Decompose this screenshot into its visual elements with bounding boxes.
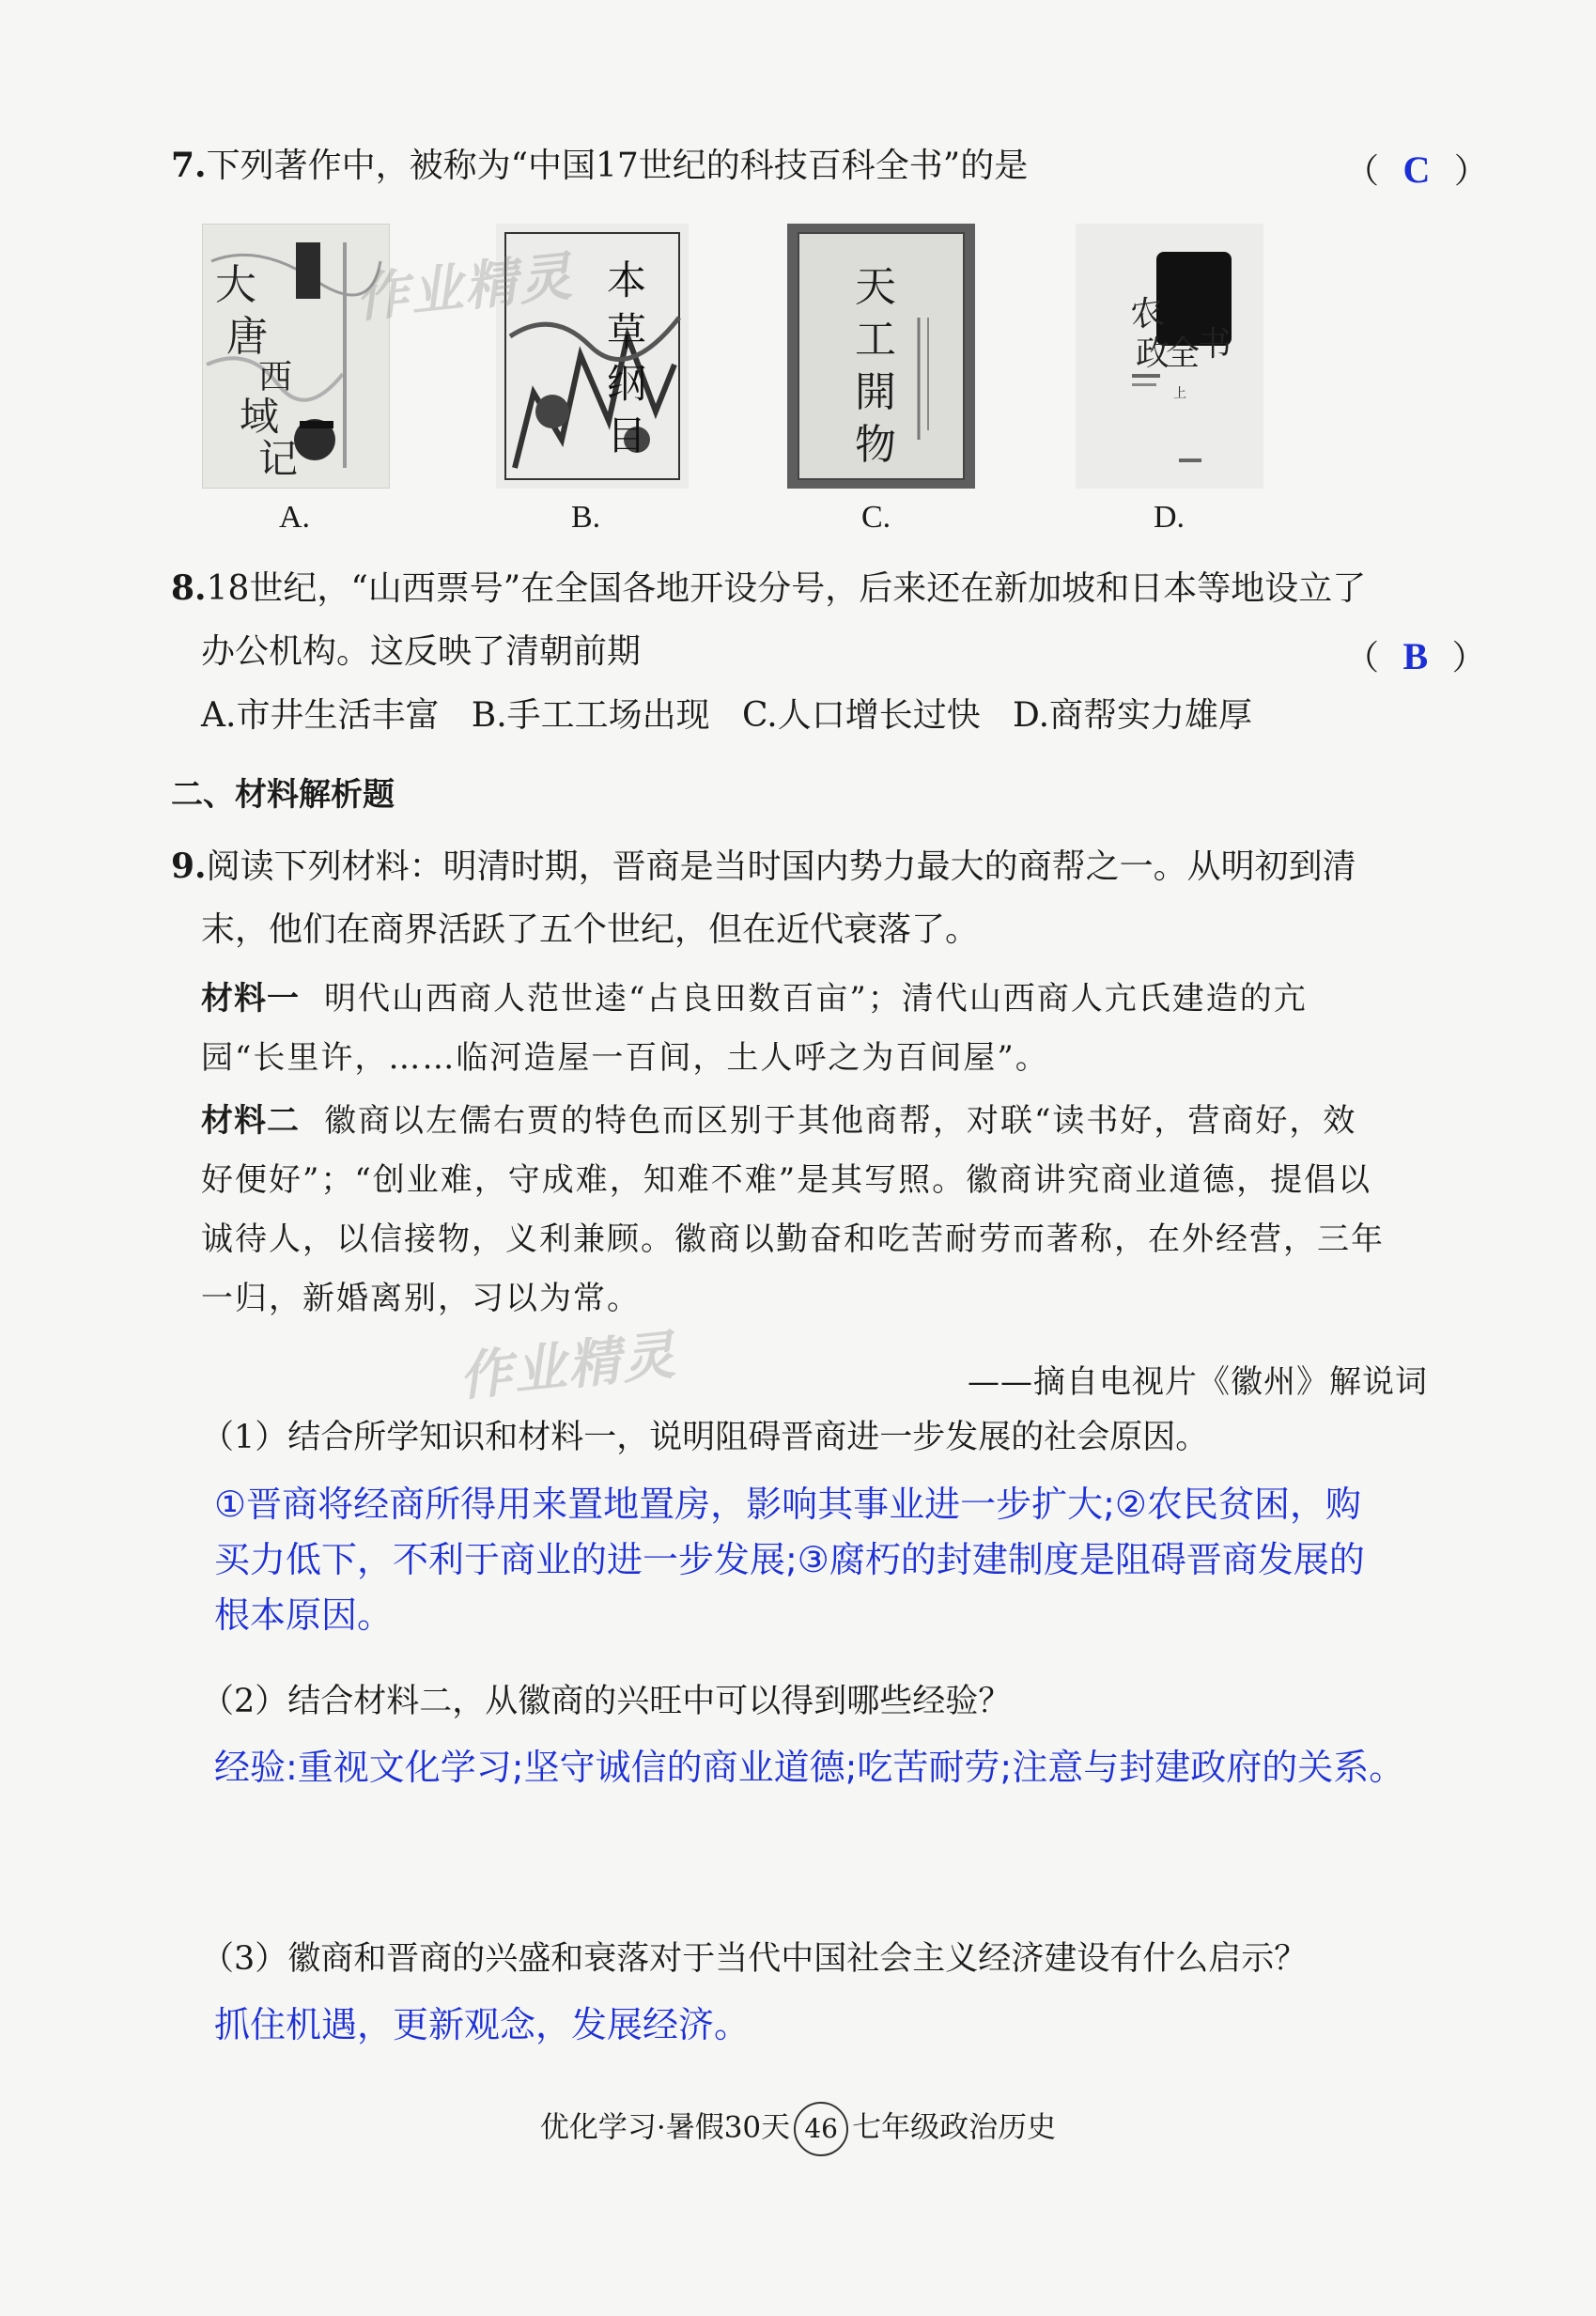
- svg-text:全: 全: [1166, 334, 1201, 373]
- watermark: 作业精灵: [352, 246, 577, 330]
- svg-text:開: 開: [855, 368, 896, 416]
- book-cover-d: [1076, 224, 1263, 489]
- q8-number: 8.: [171, 568, 207, 608]
- q8-options: A.市井生活丰富 B.手工工场出现 C.人口增长过快 D.商帮实力雄厚: [201, 696, 1253, 735]
- svg-text:大: 大: [215, 261, 256, 309]
- q9-answer3: 抓住机遇，更新观念，发展经济。: [214, 2004, 751, 2045]
- svg-text:农: 农: [1127, 292, 1167, 335]
- q8-answer: B: [1402, 635, 1429, 677]
- q9-answer1: ①晋商将经商所得用来置地置房，影响其事业进一步扩大;②农民贫困，购 买力低下，不利于商业的进一步发展;③腐朽的封建制度是阻碍晋商发展的 根本原因。: [214, 1484, 1365, 1636]
- q9-answer2: 经验:重视文化学习;坚守诚信的商业道德;吃苦耐劳;注意与封建政府的关系。: [214, 1747, 1405, 1788]
- material2-label: 材料二: [201, 1102, 300, 1140]
- q7-answer: C: [1402, 148, 1431, 191]
- svg-text:天: 天: [855, 263, 896, 311]
- svg-text:政: 政: [1136, 334, 1170, 373]
- page-number: 46: [794, 2102, 848, 2156]
- page-footer: [0, 2102, 1596, 2156]
- material-1: 材料一 明代山西商人范世逵“占良田数百亩”；清代山西商人亢氏建造的亢 园“长里许，……临河造屋一百间，土人呼之为百间屋”。: [201, 980, 1308, 1077]
- q7-stem: [171, 141, 1345, 191]
- material1-label: 材料一: [201, 980, 300, 1018]
- svg-text:唐: 唐: [226, 313, 268, 361]
- material-2: 材料二 徽商以左儒右贾的特色而区别于其他商帮，对联“读书好，营商好，效 好便好”；“创业难，守成难，知难不难”是其写照。徽商讲究商业道德，提倡以 诚待人，以信接物，义利兼顾。徽商以勤奋和吃苦耐劳而著称，在外经营，三年 一归，新婚离别，习以为常。: [201, 1102, 1385, 1317]
- material-source: ——摘自电视片《徽州》解说词: [968, 1363, 1428, 1401]
- q9-sub2: （2）结合材料二，从徽商的兴旺中可以得到哪些经验？: [201, 1683, 1012, 1720]
- q7-option-b: B.: [571, 500, 601, 535]
- svg-text:物: 物: [855, 421, 896, 469]
- watermark-2: 作业精灵: [456, 1325, 680, 1408]
- svg-text:书: 书: [1198, 325, 1232, 364]
- svg-text:域: 域: [240, 394, 280, 440]
- svg-text:草: 草: [607, 309, 647, 355]
- svg-text:上: 上: [1173, 386, 1186, 401]
- q8-line1: 18世纪，“山西票号”在全国各地开设分号，后来还在新加坡和日本等地设立了: [206, 569, 1367, 608]
- svg-text:工: 工: [855, 316, 896, 364]
- svg-text:西: 西: [258, 358, 293, 396]
- svg-text:本: 本: [607, 257, 647, 303]
- q7-option-c: C.: [861, 500, 891, 535]
- q9-sub1: （1）结合所学知识和材料一，说明阻碍晋商进一步发展的社会原因。: [201, 1419, 1209, 1456]
- q9-intro-line1: 9.阅读下列材料：明清时期，晋商是当时国内势力最大的商帮之一。从明初到清: [171, 847, 1356, 886]
- svg-text:纲: 纲: [607, 361, 647, 407]
- q7-text: 下列著作中，被称为“中国17世纪的科技百科全书”的是: [206, 147, 1029, 185]
- q8-line2: 办公机构。这反映了清朝前期: [201, 632, 642, 671]
- svg-text:目: 目: [607, 412, 647, 459]
- q9-sub3: （3）徽商和晋商的兴盛和衰落对于当代中国社会主义经济建设有什么启示？: [201, 1940, 1308, 1978]
- footer-right: 七年级政治历史: [852, 2110, 1057, 2145]
- book-cover-c: [787, 224, 975, 489]
- q9-intro-line2: 末，他们在商界活跃了五个世纪，但在近代衰落了。: [201, 910, 980, 949]
- q7-option-a: A.: [279, 500, 311, 535]
- footer-left: 优化学习·暑假30天: [539, 2110, 791, 2145]
- q7-answer-blank: （ C ）: [1345, 148, 1488, 191]
- q8-stem: [171, 564, 1505, 614]
- svg-text:记: 记: [258, 436, 299, 482]
- section-title: 二、材料解析题: [171, 776, 395, 814]
- q7-number: 7.: [171, 146, 207, 185]
- q8-answer-blank: （ B ）: [1345, 635, 1486, 677]
- q9-number: 9.: [171, 847, 207, 886]
- q7-option-d: D.: [1154, 500, 1185, 535]
